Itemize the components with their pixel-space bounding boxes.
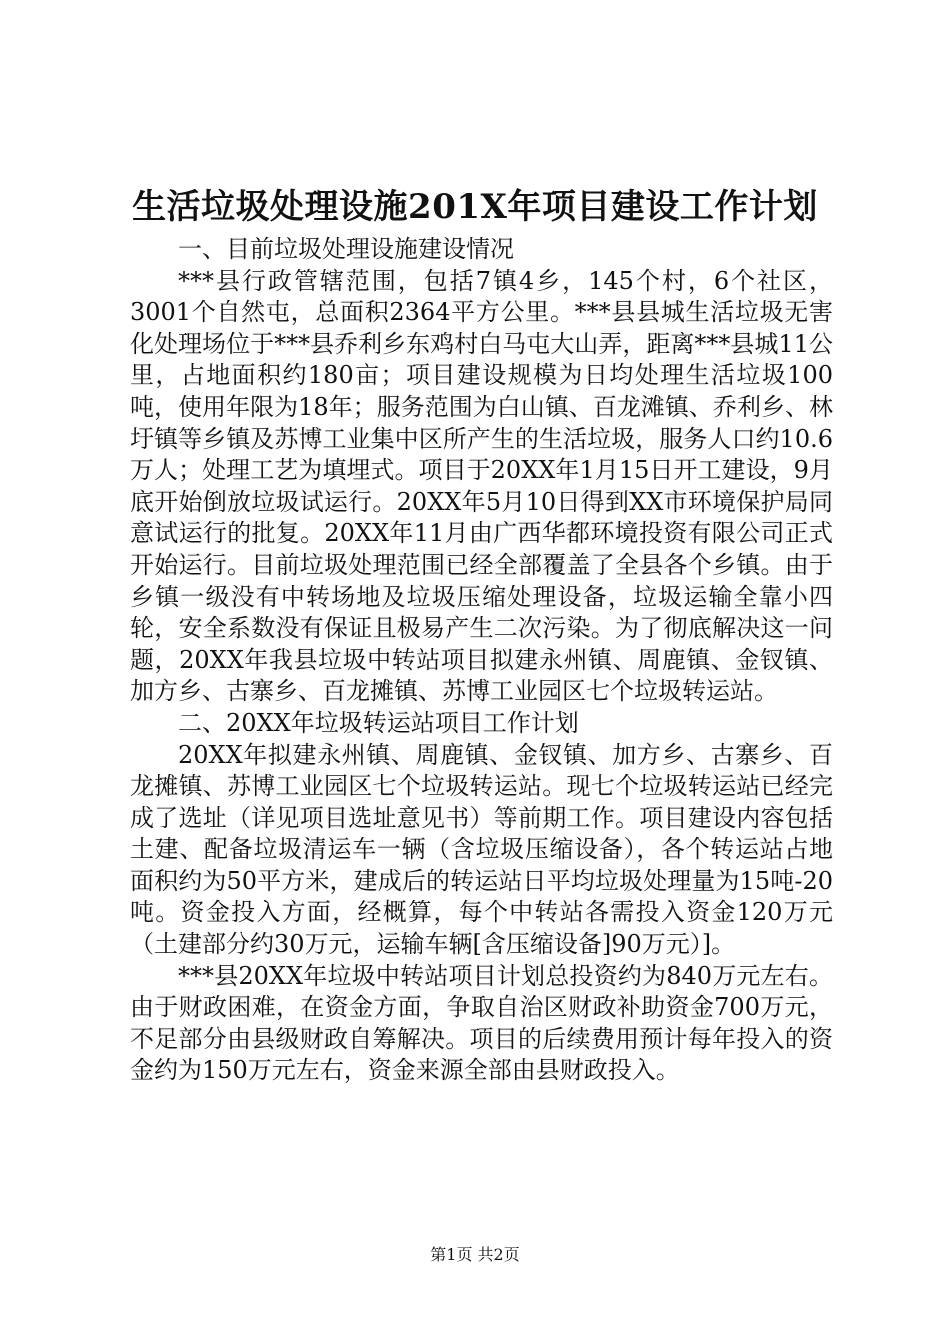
- document-body: [130, 234, 833, 1087]
- section-heading-2: 二、20XX年垃圾转运站项目工作计划: [178, 708, 579, 737]
- page-footer: 第1页 共2页: [430, 1245, 520, 1264]
- document-title: 生活垃圾处理设施201X年项目建设工作计划: [132, 187, 818, 227]
- paragraph-2: 20XX年拟建永州镇、周鹿镇、金钗镇、加方乡、古寨乡、百龙摊镇、苏博工业园区七个垃圾转运站。现七个垃圾转运站已经完成了选址（详见项目选址意见书）等前期工作。项目建设内容包括土建、配备垃圾清运车一辆（含垃圾压缩设备），各个转运站占地面积约为50平方米，建成后的转运站日平均垃圾处理量为15吨-20吨。资金投入方面，经概算，每个中转站各需投入资金120万元（土建部分约30万元，运输车辆[含压缩设备]90万元）]。: [130, 740, 833, 959]
- section-heading-1: 一、目前垃圾处理设施建设情况: [178, 235, 514, 263]
- paragraph-1: ***县行政管辖范围，包括7镇4乡，145个村，6个社区，3001个自然屯，总面积2364平方公里。***县县城生活垃圾无害化处理场位于***县乔利乡东鸡村白马屯大山弄，距离***县城11公里，占地面积约180亩；项目建设规模为日均处理生活垃圾100吨，使用年限为18年；服务范围为白山镇、百龙滩镇、乔利乡、林圩镇等乡镇及苏博工业集中区所产生的生活垃圾，服务人口约10.6万人；处理工艺为填埋式。项目于20XX年1月15日开工建设，9月底开始倒放垃圾试运行。20XX年5月10日得到XX市环境保护局同意试运行的批复。20XX年11月由广西华都环境投资有限公司正式开始运行。目前垃圾处理范围已经全部覆盖了全县各个乡镇。由于乡镇一级没有中转场地及垃圾压缩处理设备，垃圾运输全靠小四轮，安全系数没有保证且极易产生二次污染。为了彻底解决这一问题，20XX年我县垃圾中转站项目拟建永州镇、周鹿镇、金钗镇、加方乡、古寨乡、百龙摊镇、苏博工业园区七个垃圾转运站。: [130, 266, 833, 706]
- paragraph-3: ***县20XX年垃圾中转站项目计划总投资约为840万元左右。由于财政困难，在资金方面，争取自治区财政补助资金700万元，不足部分由县级财政自筹解决。项目的后续费用预计每年投入的资金约为150万元左右，资金来源全部由县财政投入。: [130, 961, 833, 1085]
